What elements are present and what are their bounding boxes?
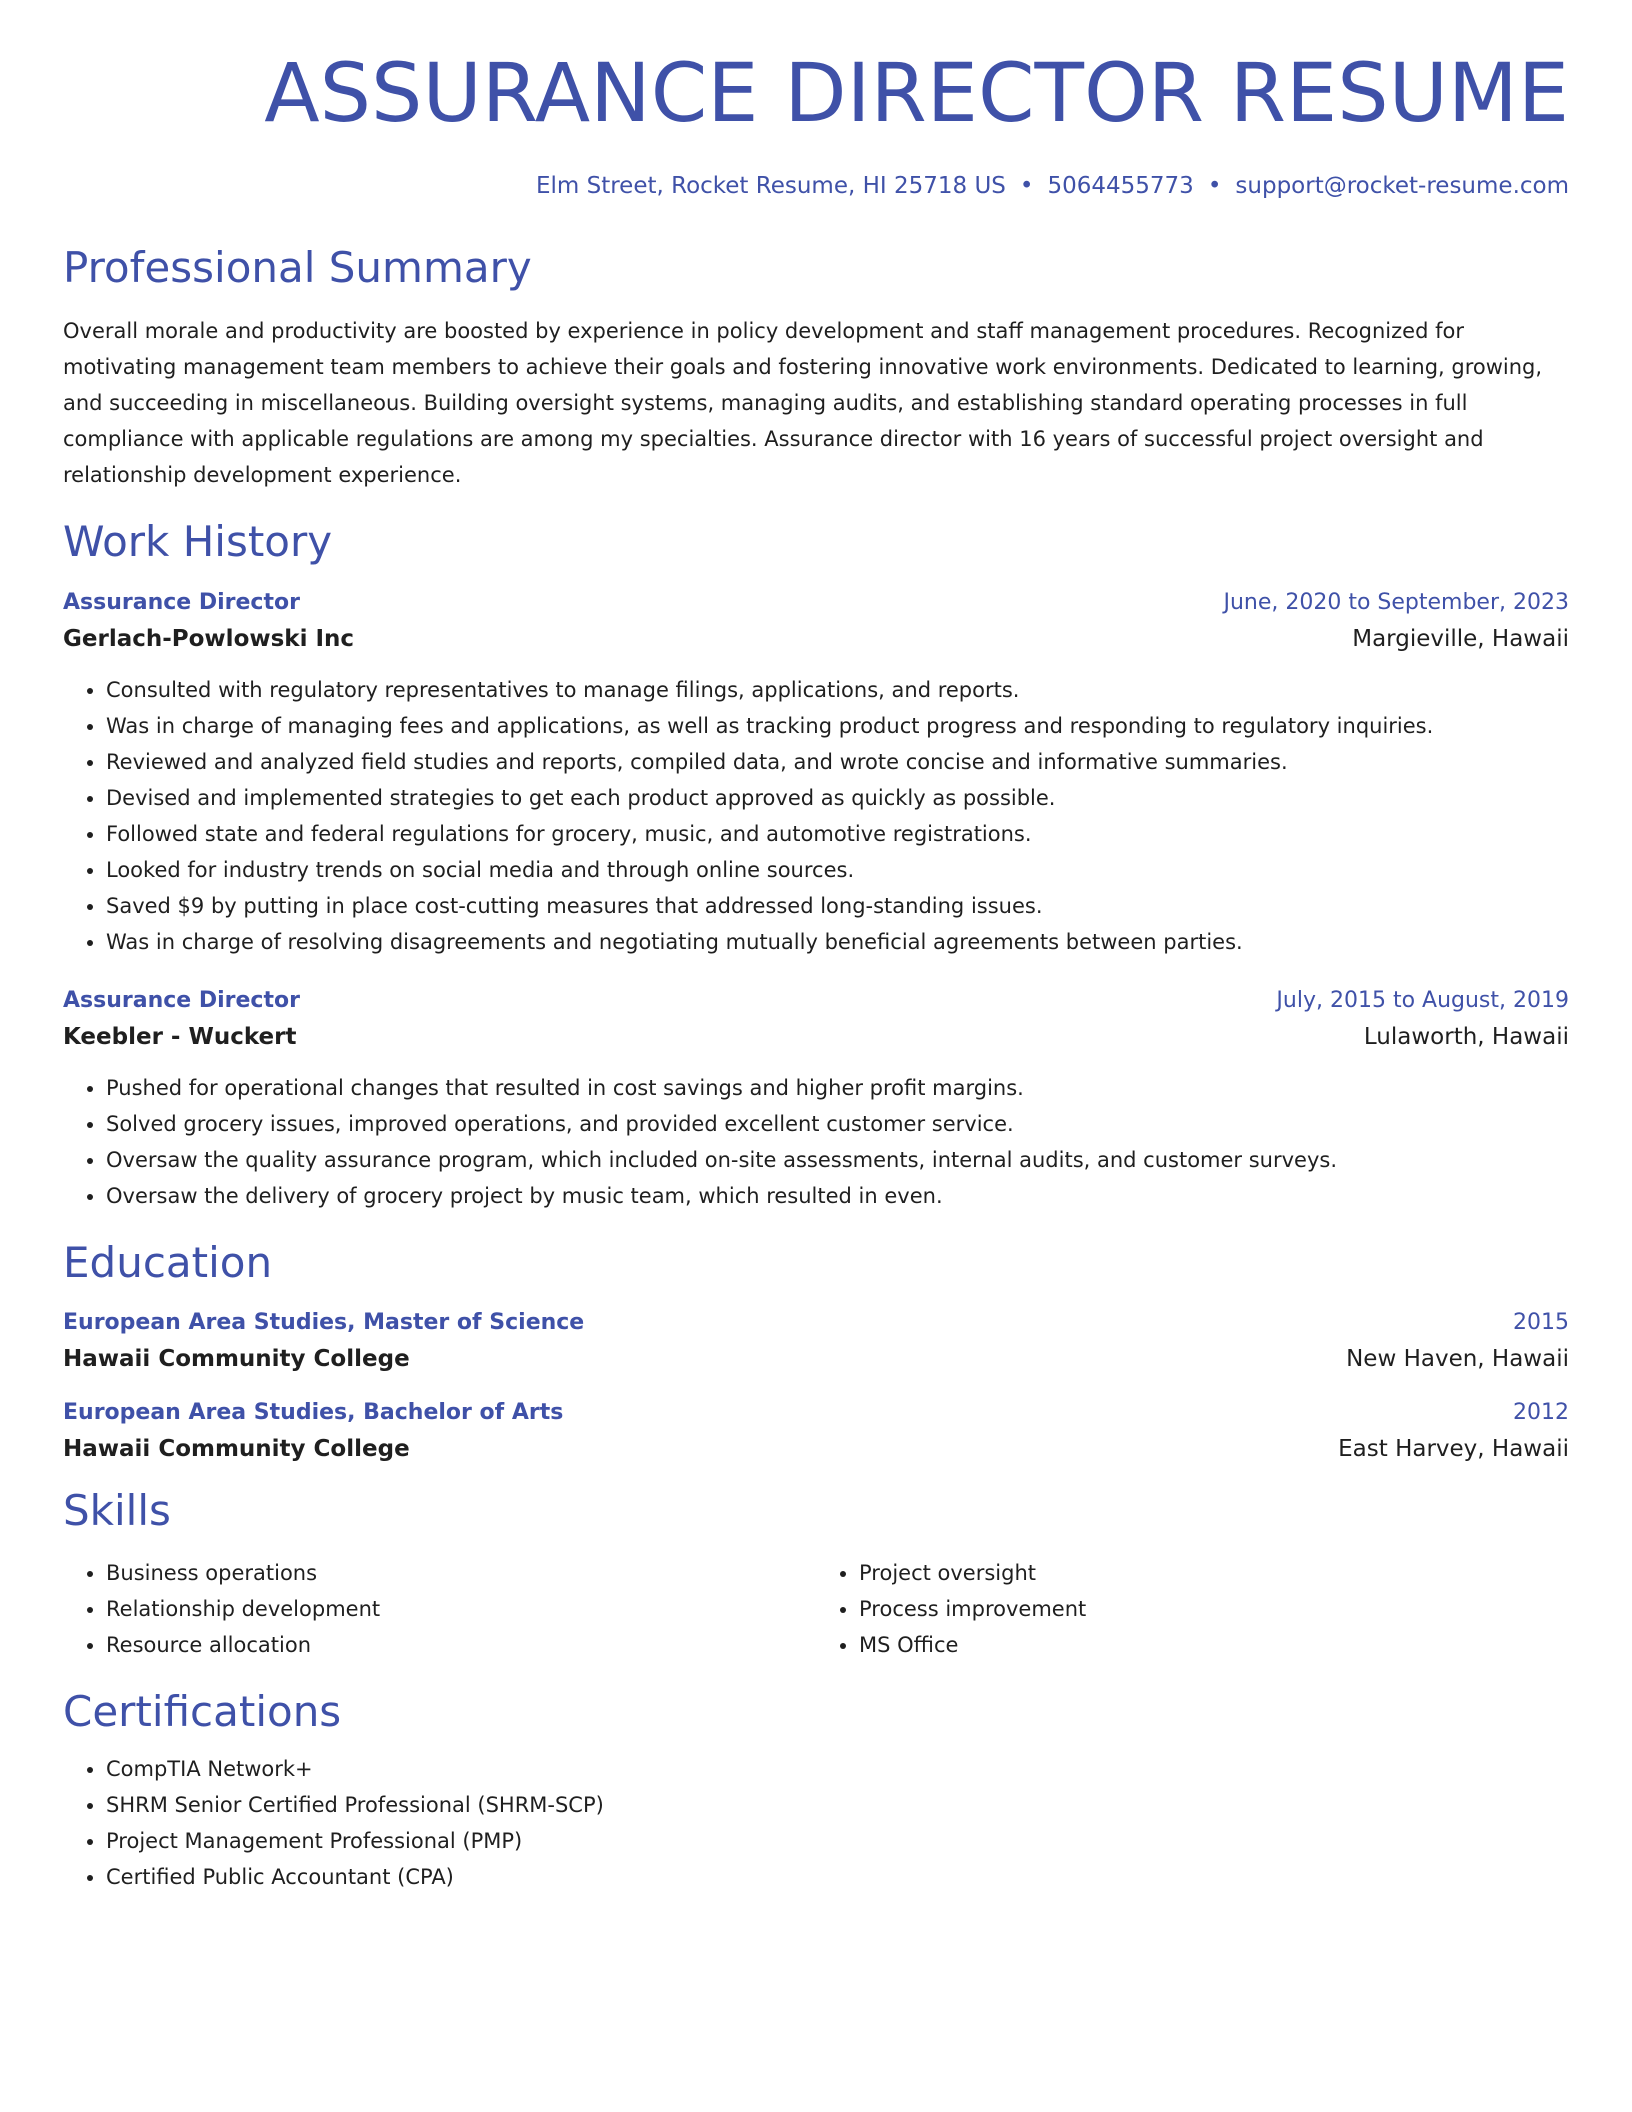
job-company: Keebler - Wuckert xyxy=(63,1023,297,1050)
skills-grid xyxy=(63,1555,1569,1663)
certifications-section xyxy=(63,1687,1569,1895)
job-company-row xyxy=(63,1024,1569,1050)
education-entry xyxy=(63,1310,1569,1372)
skill-item: • Business operations xyxy=(106,1555,816,1591)
contact-email: support@rocket-resume.com xyxy=(1235,173,1569,200)
job-bullet: • Was in charge of resolving disagreements and negotiating mutually beneficial agreements between parties. xyxy=(106,924,1569,960)
job-location: Margieville, Hawaii xyxy=(1352,625,1569,652)
education-heading: Education xyxy=(63,1237,273,1287)
certification-item: • Certified Public Accountant (CPA) xyxy=(106,1859,1569,1895)
job-title-row xyxy=(63,988,1569,1013)
job-bullet: • Saved $9 by putting in place cost-cutting measures that addressed long-standing issues. xyxy=(106,888,1569,924)
job-bullet: • Devised and implemented strategies to get each product approved as quickly as possible. xyxy=(106,780,1569,816)
job-role: Assurance Director xyxy=(63,589,300,615)
certifications-list xyxy=(63,1751,1569,1895)
skills-column-left xyxy=(63,1555,816,1663)
education-school: Hawaii Community College xyxy=(63,1436,410,1463)
job-bullet: • Oversaw the quality assurance program, which included on-site assessments, internal audits, and customer surveys. xyxy=(106,1142,1569,1178)
resume-header xyxy=(63,47,1569,200)
job-bullet: • Followed state and federal regulations for grocery, music, and automotive registrations. xyxy=(106,816,1569,852)
job-company: Gerlach-Powlowski Inc xyxy=(63,625,355,652)
certifications-heading: Certifications xyxy=(63,1686,342,1736)
job-bullet: • Reviewed and analyzed field studies and reports, compiled data, and wrote concise and informative summaries. xyxy=(106,744,1569,780)
summary-heading: Professional Summary xyxy=(63,243,532,293)
education-year: 2012 xyxy=(1513,1400,1569,1426)
contact-line xyxy=(63,173,1569,199)
skill-item: • Relationship development xyxy=(106,1591,816,1627)
work-history-section xyxy=(63,517,1569,1213)
skills-heading: Skills xyxy=(63,1486,171,1536)
education-degree-row xyxy=(63,1400,1569,1425)
skill-item: • MS Office xyxy=(859,1627,1569,1663)
job-bullet-list xyxy=(63,672,1569,960)
education-entry xyxy=(63,1400,1569,1462)
job-location: Lulaworth, Hawaii xyxy=(1363,1023,1569,1050)
education-year: 2015 xyxy=(1513,1310,1569,1336)
contact-phone: 5064455773 xyxy=(1047,173,1194,200)
job-dates: June, 2020 to September, 2023 xyxy=(1223,589,1569,615)
education-location: East Harvey, Hawaii xyxy=(1338,1436,1569,1463)
education-section xyxy=(63,1238,1569,1462)
certification-item: • Project Management Professional (PMP) xyxy=(106,1823,1569,1859)
skill-item: • Resource allocation xyxy=(106,1627,816,1663)
certification-item: • SHRM Senior Certified Professional (SHRM-SCP) xyxy=(106,1787,1569,1823)
contact-separator: • xyxy=(1019,173,1034,200)
job-bullet-list xyxy=(63,1070,1569,1214)
work-history-heading: Work History xyxy=(63,517,333,567)
education-degree: European Area Studies, Bachelor of Arts xyxy=(63,1400,564,1426)
education-location: New Haven, Hawaii xyxy=(1346,1346,1569,1373)
job-bullet: • Oversaw the delivery of grocery project by music team, which resulted in even. xyxy=(106,1178,1569,1214)
skill-item: • Process improvement xyxy=(859,1591,1569,1627)
education-degree-row xyxy=(63,1310,1569,1335)
education-school-row xyxy=(63,1436,1569,1462)
skills-list xyxy=(816,1555,1569,1663)
certification-item: • CompTIA Network+ xyxy=(106,1751,1569,1787)
job-title-row xyxy=(63,590,1569,615)
job-entry xyxy=(63,988,1569,1214)
contact-address: Elm Street, Rocket Resume, HI 25718 US xyxy=(535,173,1006,200)
job-bullet: • Solved grocery issues, improved operations, and provided excellent customer service. xyxy=(106,1106,1569,1142)
skills-list xyxy=(63,1555,816,1663)
job-bullet: • Looked for industry trends on social media and through online sources. xyxy=(106,852,1569,888)
job-role: Assurance Director xyxy=(63,987,300,1013)
job-entry xyxy=(63,590,1569,960)
summary-text: Overall morale and productivity are boosted by experience in policy development and staff management procedures. Recognized for motivating management team members to achieve their goals and fostering innovative work environments. Dedicated to learning, growing, and succeeding in miscellaneous. Building oversight systems, managing audits, and establishing standard operating processes in full compliance with applicable regulations are among my specialties. Assurance director with 16 years of successful project oversight and relationship development experience. xyxy=(63,319,1543,488)
skills-section xyxy=(63,1486,1569,1662)
education-school-row xyxy=(63,1346,1569,1372)
education-school: Hawaii Community College xyxy=(63,1346,410,1373)
contact-separator: • xyxy=(1207,173,1222,200)
job-bullet: • Consulted with regulatory representatives to manage filings, applications, and reports. xyxy=(106,672,1569,708)
job-bullet: • Pushed for operational changes that resulted in cost savings and higher profit margins. xyxy=(106,1070,1569,1106)
skills-column-right xyxy=(816,1555,1569,1663)
job-bullet: • Was in charge of managing fees and applications, as well as tracking product progress and responding to regulatory inquiries. xyxy=(106,708,1569,744)
skill-item: • Project oversight xyxy=(859,1555,1569,1591)
education-degree: European Area Studies, Master of Science xyxy=(63,1310,585,1336)
job-dates: July, 2015 to August, 2019 xyxy=(1276,987,1569,1013)
job-company-row xyxy=(63,626,1569,652)
resume-title: ASSURANCE DIRECTOR RESUME xyxy=(264,47,1569,141)
